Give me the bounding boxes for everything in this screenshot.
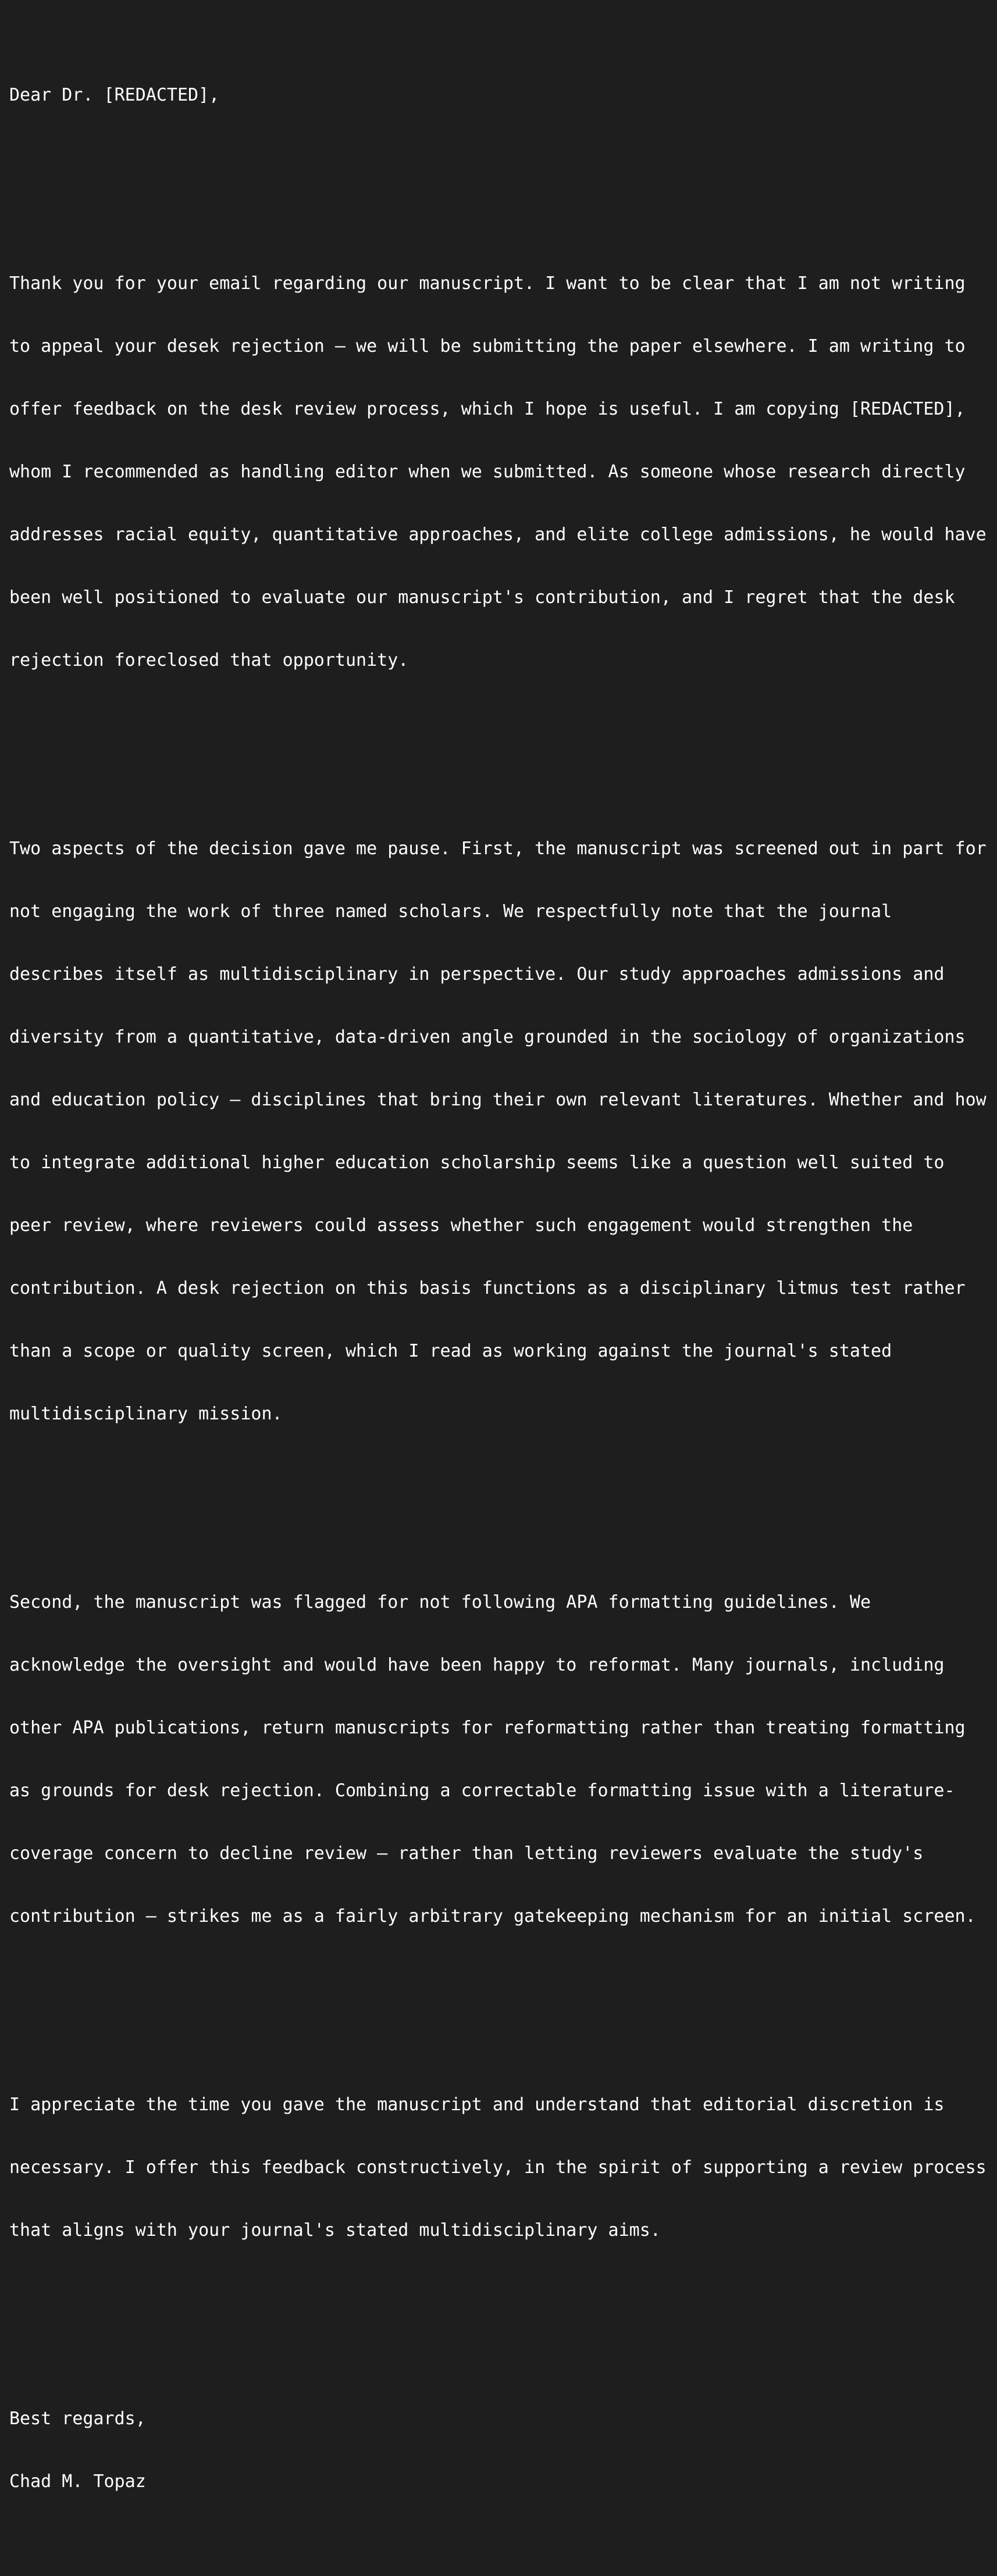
text-line: as grounds for desk rejection. Combining a correctable formatting issue with a literature- — [9, 1781, 955, 1801]
signoff-block — [9, 2367, 992, 2534]
letter-document — [9, 1, 992, 2576]
text-line: and education policy — disciplines that bring their own relevant literatures. Whether and how — [9, 1090, 987, 1110]
text-line: contribution. A desk rejection on this basis functions as a disciplinary litmus test rather — [9, 1278, 966, 1298]
text-line: offer feedback on the desk review process, which I hope is useful. I am copying [REDACTED], — [9, 399, 966, 419]
text-line: Two aspects of the decision gave me pause. First, the manuscript was screened out in part for — [9, 839, 987, 859]
text-line: Thank you for your email regarding our manuscript. I want to be clear that I am not writing — [9, 273, 966, 294]
paragraph-first-aspect — [9, 797, 992, 1467]
text-line: rejection foreclosed that opportunity. — [9, 650, 409, 670]
paragraph-intro — [9, 231, 992, 713]
text-line: been well positioned to evaluate our manuscript's contribution, and I regret that the desk — [9, 587, 955, 608]
text-line: multidisciplinary mission. — [9, 1404, 283, 1424]
salutation-block — [9, 43, 992, 148]
paragraph-appreciation — [9, 2053, 992, 2283]
text-line: addresses racial equity, quantitative approaches, and elite college admissions, he would have — [9, 525, 987, 545]
text-line: not engaging the work of three named scholars. We respectfully note that the journal — [9, 901, 892, 922]
text-line: that aligns with your journal's stated multidisciplinary aims. — [9, 2220, 661, 2240]
text-line: than a scope or quality screen, which I read as working against the journal's stated — [9, 1341, 892, 1361]
text-line: other APA publications, return manuscripts for reformatting rather than treating formatting — [9, 1718, 966, 1738]
text-line: necessary. I offer this feedback constructively, in the spirit of supporting a review process — [9, 2157, 987, 2178]
text-line: acknowledge the oversight and would have been happy to reformat. Many journals, including — [9, 1655, 945, 1675]
text-line: I appreciate the time you gave the manuscript and understand that editorial discretion is — [9, 2095, 945, 2115]
text-line: contribution — strikes me as a fairly arbitrary gatekeeping mechanism for an initial screen. — [9, 1906, 976, 1926]
text-line: to integrate additional higher education scholarship seems like a question well suited to — [9, 1153, 945, 1173]
text-line: describes itself as multidisciplinary in perspective. Our study approaches admissions and — [9, 964, 945, 984]
text-line: peer review, where reviewers could assess whether such engagement would strengthen the — [9, 1215, 913, 1236]
signature: Chad M. Topaz — [9, 2471, 146, 2492]
salutation: Dear Dr. [REDACTED], — [9, 85, 220, 105]
text-line: whom I recommended as handling editor when we submitted. As someone whose research directly — [9, 462, 966, 482]
text-line: diversity from a quantitative, data-driven angle grounded in the sociology of organizations — [9, 1027, 966, 1047]
closing: Best regards, — [9, 2409, 146, 2429]
text-line: to appeal your desek rejection — we will be submitting the paper elsewhere. I am writing to — [9, 336, 966, 356]
paragraph-second-aspect — [9, 1550, 992, 1969]
text-line: Second, the manuscript was flagged for not following APA formatting guidelines. We — [9, 1592, 871, 1612]
text-line: coverage concern to decline review — rather than letting reviewers evaluate the study's — [9, 1843, 924, 1864]
